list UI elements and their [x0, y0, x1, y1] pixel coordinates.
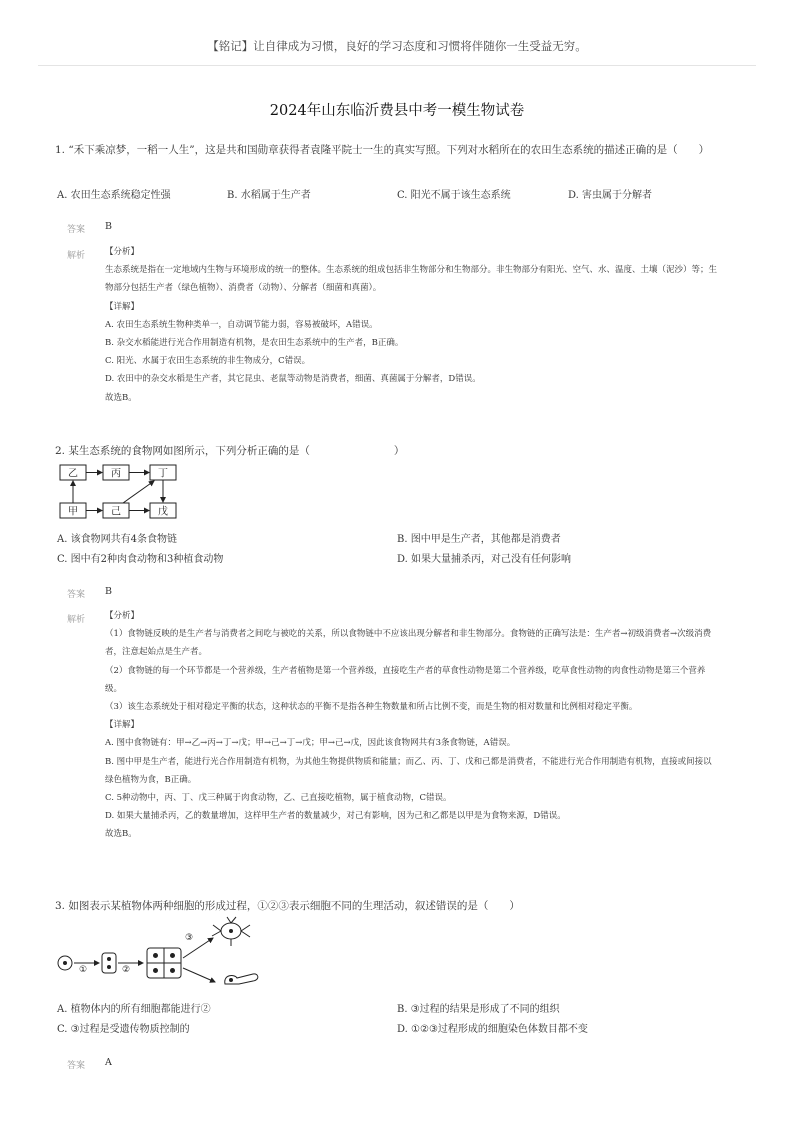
- process-label-2: ②: [122, 965, 131, 975]
- node-bing-label: 丙: [111, 468, 121, 480]
- q3-option-d: D. ①②③过程形成的细胞染色体数目都不变: [397, 1024, 588, 1035]
- q3-answer-label: 答案: [67, 1061, 86, 1071]
- explanation-line: D. 农田中的杂交水稻是生产者，其它昆虫、老鼠等动物是消费者，细菌、真菌属于分解者，D错误。: [105, 374, 481, 385]
- motto: 【铭记】让自律成为习惯，良好的学习态度和习惯将伴随你一生受益无穷。: [207, 39, 587, 53]
- q2-option-b: B. 图中甲是生产者，其他都是消费者: [397, 534, 561, 545]
- q1-explanation: [105, 243, 717, 407]
- explanation-line: A. 农田生态系统生物种类单一，自动调节能力弱，容易被破坏，A错误。: [105, 319, 378, 330]
- page-title: 2024年山东临沂费县中考一模生物试卷: [269, 103, 525, 119]
- node-ji-label: 己: [111, 506, 121, 518]
- cell-nucleus: [229, 978, 233, 982]
- question-1-stem: 1. “禾下乘凉梦，一稻一人生”，这是共和国勋章获得者袁隆平院士一生的真实写照。下列对水稻所在的农田生态系统的描述正确的是（ ）: [55, 144, 710, 156]
- process-label-1: ①: [79, 965, 88, 975]
- explanation-line: 生态系统是指在一定地域内生物与环境形成的统一的整体。生态系统的组成包括非生物部分和生物部分。非生物部分有阳光、空气、水、温度、土壤（泥沙）等；生物部分包括生产者（绿色植物）、消费者（动物）、分解者（细菌和真菌）。: [105, 265, 718, 294]
- explanation-line: 【分析】: [105, 247, 140, 257]
- cell-nucleus: [229, 929, 233, 933]
- cell-formation-diagram: [55, 916, 265, 990]
- q1-answer-label: 答案: [67, 225, 86, 235]
- explanation-line: 【详解】: [105, 301, 140, 312]
- node-jia-label: 甲: [68, 506, 78, 518]
- explanation-line: 故选B。: [105, 392, 137, 403]
- q2-answer-label: 答案: [67, 590, 86, 600]
- cell-nucleus: [170, 953, 175, 958]
- explanation-line: D. 如果大量捕杀丙，乙的数量增加，这样甲生产者的数量减少，对己有影响，因为己和乙都是以甲是为食物来源，D错误。: [105, 811, 566, 822]
- q1-option-a: A. 农田生态系统稳定性强: [57, 190, 171, 201]
- q3-option-b: B. ③过程的结果是形成了不同的组织: [397, 1004, 560, 1015]
- explanation-line: A. 图中食物链有：甲→乙→丙→丁→戊；甲→己→丁→戊；甲→己→戊，因此该食物网共有3条食物链，A错误。: [105, 738, 516, 749]
- node-wu-label: 戊: [158, 506, 168, 518]
- node-yi-label: 乙: [68, 468, 78, 480]
- q3-option-c: C. ③过程是受遗传物质控制的: [57, 1024, 190, 1035]
- q1-option-c: C. 阳光不属于该生态系统: [397, 190, 511, 201]
- food-web-diagram: [55, 460, 195, 522]
- process-label-3: ③: [185, 933, 194, 943]
- q1-answer-value: B: [105, 221, 112, 232]
- explanation-line: （1）食物链反映的是生产者与消费者之间吃与被吃的关系，所以食物链中不应该出现分解者和非生物部分。食物链的正确写法是：生产者→初级消费者→次级消费者，注意起始点是生产者。: [105, 629, 712, 658]
- q2-analysis-label: 解析: [67, 615, 86, 625]
- header-divider: [38, 65, 756, 66]
- q3-answer-value: A: [105, 1057, 112, 1068]
- cell-nucleus: [170, 968, 175, 973]
- cell-nucleus: [153, 968, 158, 973]
- explanation-line: 【详解】: [105, 720, 140, 731]
- q2-option-d: D. 如果大量捕杀丙，对己没有任何影响: [397, 554, 572, 565]
- question-2-stem: 2. 某生态系统的食物网如图所示，下列分析正确的是（ ）: [55, 445, 405, 457]
- q2-option-c: C. 图中有2种肉食动物和3种植食动物: [57, 554, 224, 565]
- q1-option-b: B. 水稻属于生产者: [227, 190, 311, 201]
- q1-analysis-label: 解析: [67, 251, 86, 261]
- q2-option-a: A. 该食物网共有4条食物链: [57, 534, 177, 545]
- cell-nucleus: [107, 957, 111, 961]
- explanation-line: 【分析】: [105, 611, 140, 621]
- explanation-line: 故选B。: [105, 829, 137, 840]
- explanation-line: B. 杂交水稻能进行光合作用制造有机物，是农田生态系统中的生产者，B正确。: [105, 338, 404, 349]
- question-3-stem: 3. 如图表示某植物体两种细胞的形成过程，①②③表示细胞不同的生理活动，叙述错误的是（ ）: [55, 900, 520, 912]
- cell-nucleus: [107, 965, 111, 969]
- explanation-line: C. 阳光、水属于农田生态系统的非生物成分，C错误。: [105, 356, 311, 367]
- cell-nucleus: [153, 953, 158, 958]
- explanation-line: B. 图中甲是生产者，能进行光合作用制造有机物，为其他生物提供物质和能量；而乙、丙、丁、戊和己都是消费者，不能进行光合作用制造有机物，直接或间接以绿色植物为食，B正确。: [105, 756, 712, 785]
- q3-option-a: A. 植物体内的所有细胞都能进行②: [57, 1004, 211, 1015]
- dividing-cell: [102, 953, 116, 973]
- q2-explanation: [105, 607, 717, 844]
- q2-answer-value: B: [105, 586, 112, 597]
- q1-option-d: D. 害虫属于分解者: [568, 190, 653, 201]
- cell-nucleus: [63, 961, 67, 965]
- explanation-line: （2）食物链的每一个环节都是一个营养级，生产者植物是第一个营养级，直接吃生产者的草食性动物是第二个营养级，吃草食性动物的肉食性动物是第三个营养级。: [105, 665, 706, 694]
- node-ding-label: 丁: [158, 468, 168, 480]
- explanation-line: C. 5种动物中，丙、丁、戊三种属于肉食动物，乙、己直接吃植物，属于植食动物，C错误。: [105, 793, 452, 804]
- explanation-line: （3）该生态系统处于相对稳定平衡的状态，这种状态的平衡不是指各种生物数量和所占比例不变，而是生物的相对数量和比例相对稳定平衡。: [105, 702, 638, 713]
